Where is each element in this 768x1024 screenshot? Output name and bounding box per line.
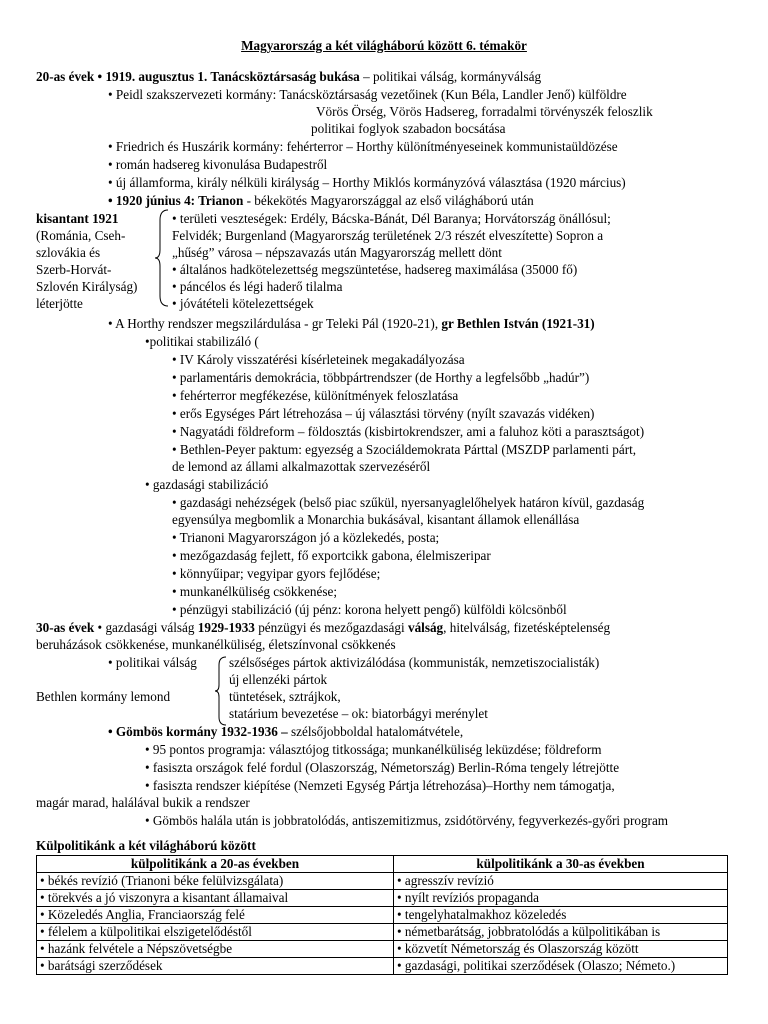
table-row bbox=[37, 890, 728, 907]
kulpolitika-title: Külpolitikánk a két világháború között bbox=[36, 838, 256, 853]
table-row bbox=[37, 907, 728, 924]
politikai-stabilizalo: •politikai stabilizáló ( bbox=[145, 334, 259, 349]
line-gombos bbox=[108, 724, 463, 740]
era-20s-label: 20-as évek bbox=[36, 69, 95, 84]
valsag-years: 1929-1933 bbox=[197, 620, 255, 635]
valsag-text-2: pénzügyi és mezőgazdasági bbox=[254, 620, 408, 635]
gombos-item-4: • Gömbös halála után is jobbratolódás, antiszemitizmus, zsidótörvény, fegyverkezés-győri program bbox=[145, 813, 669, 828]
gombos-item-3: • fasiszta rendszer kiépítése (Nemzeti Egység Pártja létrehozása)–Horthy nem támogatja, bbox=[145, 778, 615, 793]
table-cell: • félelem a külpolitikai elszigetelődéstől bbox=[37, 924, 394, 941]
bethlen-lemond: Bethlen kormány lemond bbox=[36, 689, 171, 704]
gaz-item-2: • Trianoni Magyarországon jó a közlekedés, posta; bbox=[172, 530, 440, 545]
kisantant-line-4: Szerb-Horvát- bbox=[36, 262, 112, 277]
table-row bbox=[37, 873, 728, 890]
kulpolitika-table bbox=[36, 855, 728, 975]
kisantant-line-5: Szlovén Királyság) bbox=[36, 279, 138, 294]
line-peidl-3: politikai foglyok szabadon bocsátása bbox=[311, 121, 506, 136]
table-cell: • közvetít Németország és Olaszország között bbox=[394, 941, 728, 958]
line-roman-hadsereg: • román hadsereg kivonulása Budapestről bbox=[108, 157, 328, 172]
table-cell: • törekvés a jó viszonyra a kisantant államaival bbox=[37, 890, 394, 907]
era-30s-label: 30-as évek bbox=[36, 620, 95, 635]
trianon-hadkotelezettseg: • általános hadkötelezettség megszüntetése, hadsereg maximálása (35000 fő) bbox=[172, 262, 578, 277]
gaz-item-5: • munkanélküliség csökkenése; bbox=[172, 584, 338, 599]
kisantant-heading: kisantant 1921 bbox=[36, 211, 119, 226]
table-cell: • gazdasági, politikai szerződések (Olaszo; Németo.) bbox=[394, 958, 728, 975]
bethlen-istvan: gr Bethlen István (1921-31) bbox=[441, 316, 595, 331]
trianon-detail: - békekötés Magyarországgal az első világháború után bbox=[243, 193, 534, 208]
gaz-item-1-cont: egyensúlya megbomlik a Monarchia bukásával, kisantant államok ellenállása bbox=[172, 512, 580, 527]
table-cell: • hazánk felvétele a Népszövetségbe bbox=[37, 941, 394, 958]
gombos-detail: szélsőjobboldal hatalomátvétele, bbox=[287, 724, 464, 739]
table-cell: • agresszív revízió bbox=[394, 873, 728, 890]
line-friedrich: • Friedrich és Huszárik kormány: fehérterror – Horthy különítményeseinek kommunistaüldözése bbox=[108, 139, 618, 154]
line-gazdasagi-valsag-2: beruházások csökkenése, munkanélküliség, életszínvonal csökkenés bbox=[36, 637, 396, 652]
trianon-teruleti: • területi veszteségek: Erdély, Bácska-Bánát, Dél Baranya; Horvátország önállósul; bbox=[172, 211, 611, 226]
kisantant-line-6: léterjötte bbox=[36, 296, 83, 311]
kisantant-brace-icon bbox=[154, 208, 172, 308]
trianon-teruleti-3: „hűség” városa – népszavazás után Magyarország mellett dönt bbox=[172, 245, 502, 260]
table-row bbox=[37, 924, 728, 941]
table-row bbox=[37, 941, 728, 958]
valsag-text-1: • gazdasági válság bbox=[97, 620, 198, 635]
tanacskoztarsasag-bukasa: • 1919. augusztus 1. Tanácsköztársaság bukása bbox=[97, 69, 360, 84]
table-header-row bbox=[37, 856, 728, 873]
tanacskoztarsasag-bukasa-detail: – politikai válság, kormányválság bbox=[359, 69, 542, 84]
table-header-20s: külpolitikánk a 20-as években bbox=[37, 856, 394, 873]
table-cell: • nyílt revíziós propaganda bbox=[394, 890, 728, 907]
table-row bbox=[37, 958, 728, 975]
pol-item-4: • erős Egységes Párt létrehozása – új választási törvény (nyílt szavazás vidéken) bbox=[172, 406, 595, 421]
gombos-item-1: • 95 pontos programja: választójog titkossága; munkanélküliség leküzdése; földreform bbox=[145, 742, 602, 757]
table-header-30s: külpolitikánk a 30-as években bbox=[394, 856, 728, 873]
table-cell: • békés revízió (Trianoni béke felülvizsgálata) bbox=[37, 873, 394, 890]
table-cell: • barátsági szerződések bbox=[37, 958, 394, 975]
valsag-item-3: tüntetések, sztrájkok, bbox=[229, 689, 341, 704]
trianon-jovatetel: • jóvátételi kötelezettségek bbox=[172, 296, 314, 311]
trianon-pancelos: • páncélos és légi haderő tilalma bbox=[172, 279, 343, 294]
table-cell: • Közeledés Anglia, Franciaország felé bbox=[37, 907, 394, 924]
table-cell: • tengelyhatalmakhoz közeledés bbox=[394, 907, 728, 924]
line-horthy-rendszer bbox=[108, 316, 595, 332]
gaz-item-6: • pénzügyi stabilizáció (új pénz: korona helyett pengő) külföldi kölcsönből bbox=[172, 602, 567, 617]
politikai-valsag: • politikai válság bbox=[108, 655, 197, 670]
valsag-brace-icon bbox=[214, 655, 228, 727]
kisantant-line-2: (Románia, Cseh- bbox=[36, 228, 126, 243]
gaz-item-1: • gazdasági nehézségek (belső piac szűkül, nyersanyaglelőhelyek határon kívül, gazdaság bbox=[172, 495, 645, 510]
line-peidl-2: Vörös Örség, Vörös Hadsereg, forradalmi törvényszék feloszlik bbox=[316, 104, 653, 119]
valsag-item-2: új ellenzéki pártok bbox=[229, 672, 328, 687]
trianon-date: • 1920 június 4: Trianon bbox=[108, 193, 244, 208]
valsag-item-4: statárium bevezetése – ok: biatorbágyi merénylet bbox=[229, 706, 488, 721]
pol-item-6-cont: de lemond az állami alkalmazottak szervezéséről bbox=[172, 459, 431, 474]
pol-item-2: • parlamentáris demokrácia, többpártrendszer (de Horthy a legfelsőbb „hadúr”) bbox=[172, 370, 590, 385]
line-gazdasagi-valsag bbox=[36, 620, 610, 636]
gaz-item-4: • könnyűipar; vegyipar gyors fejlődése; bbox=[172, 566, 381, 581]
trianon-teruleti-2: Felvidék; Burgenland (Magyarország területének 2/3 részét elveszítette) Sopron a bbox=[172, 228, 604, 243]
gombos-item-2: • fasiszta országok felé fordul (Olaszország, Németország) Berlin-Róma tengely létrejötte bbox=[145, 760, 620, 775]
kisantant-line-3: szlovákia és bbox=[36, 245, 101, 260]
horthy-rendszer-text: • A Horthy rendszer megszilárdulása - gr Teleki Pál (1920-21), bbox=[108, 316, 442, 331]
pol-item-1: • IV Károly visszatérési kísérleteinek megakadályozása bbox=[172, 352, 465, 367]
gombos-kormany: • Gömbös kormány 1932-1936 – bbox=[108, 724, 288, 739]
valsag-item-1: szélsőséges pártok aktivizálódása (kommunisták, nemzetiszocialisták) bbox=[229, 655, 600, 670]
line-1919 bbox=[36, 69, 541, 85]
valsag-text-3: , hitelválság, fizetésképtelenség bbox=[443, 620, 611, 635]
page-title: Magyarország a két világháború között 6. témakör bbox=[241, 38, 527, 53]
gazdasagi-stabilizacio: • gazdasági stabilizáció bbox=[145, 477, 269, 492]
pol-item-3: • fehérterror megfékezése, különítmények feloszlatása bbox=[172, 388, 459, 403]
line-trianon bbox=[108, 193, 534, 209]
pol-item-6: • Bethlen-Peyer paktum: egyezség a Szociáldemokrata Párttal (MSZDP parlamenti párt, bbox=[172, 442, 637, 457]
pol-item-5: • Nagyatádi földreform – földosztás (kisbirtokrendszer, ami a faluhoz köti a parasztságot) bbox=[172, 424, 645, 439]
line-peidl: • Peidl szakszervezeti kormány: Tanácsköztársaság vezetőinek (Kun Béla, Landler Jenő) külföldre bbox=[108, 87, 627, 102]
gombos-item-3-cont: magár marad, halálával bukik a rendszer bbox=[36, 795, 250, 810]
table-cell: • németbarátság, jobbratolódás a külpolitikában is bbox=[394, 924, 728, 941]
line-uj-allamforma: • új államforma, király nélküli királyság – Horthy Miklós kormányzóvá választása (1920 március) bbox=[108, 175, 626, 190]
gaz-item-3: • mezőgazdaság fejlett, fő exportcikk gabona, élelmiszeripar bbox=[172, 548, 491, 563]
valsag-word: válság bbox=[407, 620, 444, 635]
